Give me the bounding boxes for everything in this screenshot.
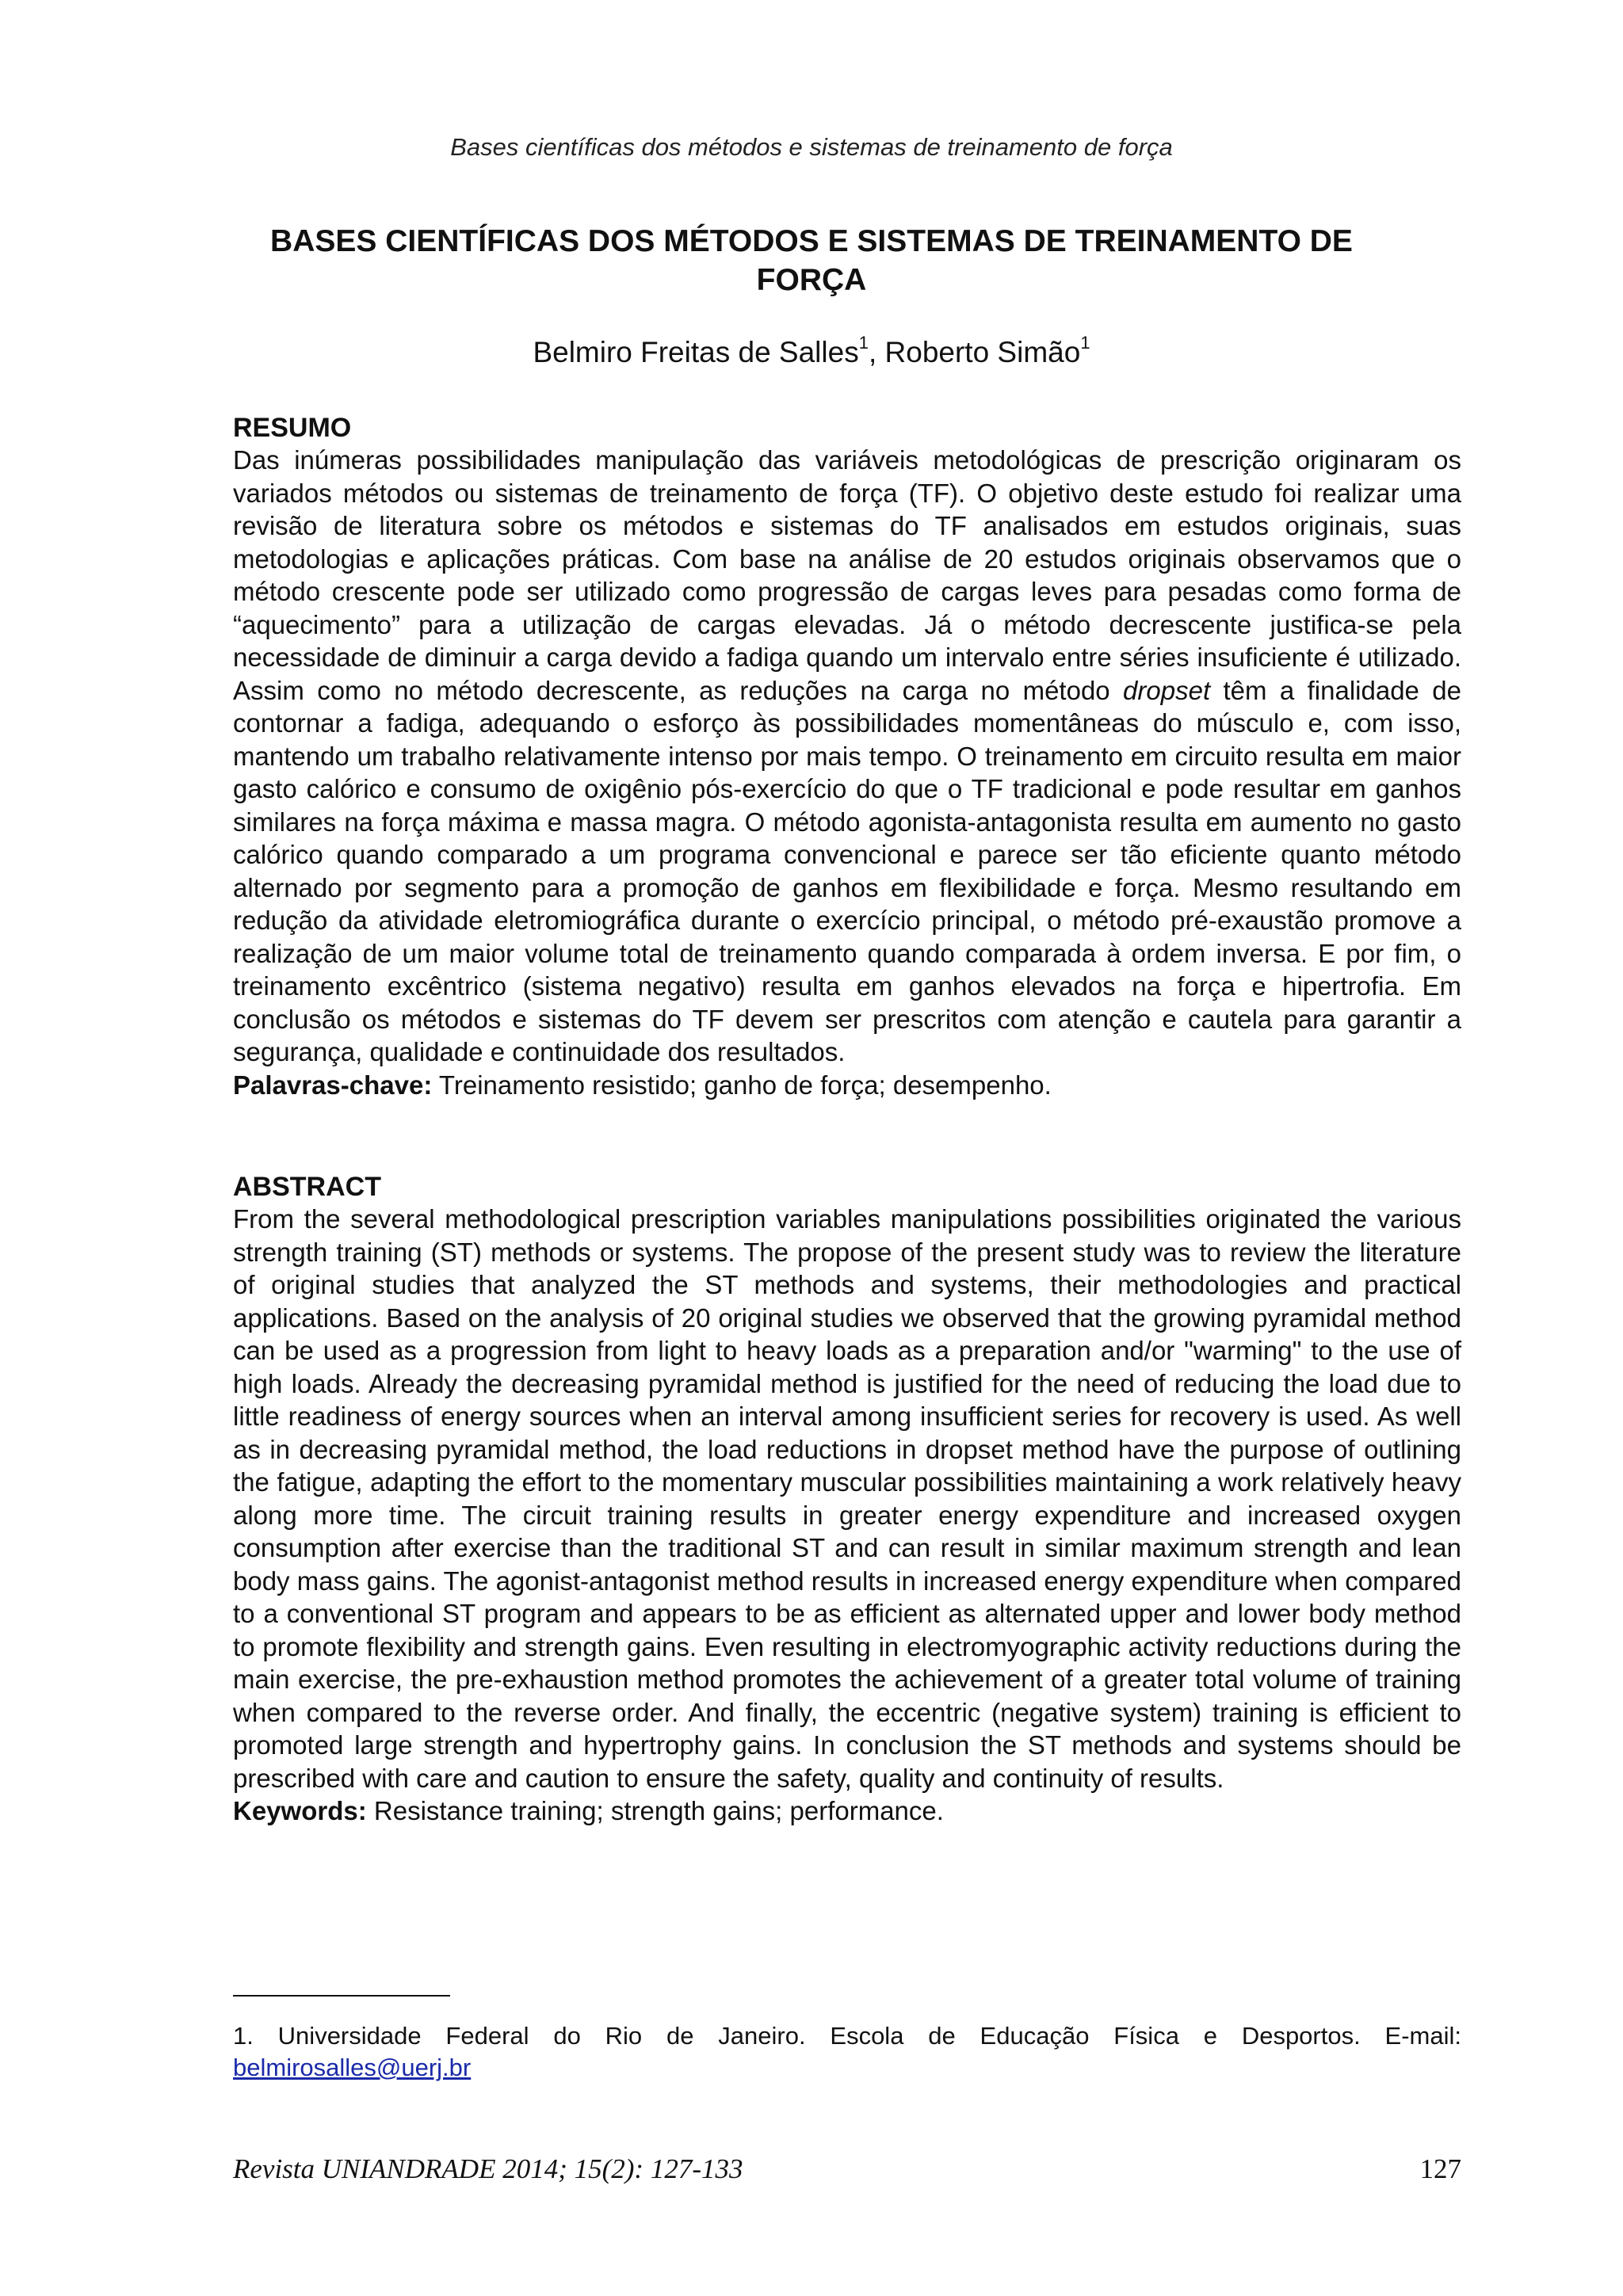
author-list: [0, 333, 1623, 369]
author-affiliation-mark: 1: [858, 333, 869, 353]
author-affiliation-mark: 1: [1080, 333, 1090, 353]
resumo-text-part-2: têm a finalidade de contornar a fadiga, adequando o esforço às possibilidades momentâneas do músculo e, com isso, mantendo um trabalho relativamente intenso por mais tempo. O treinamento em circuito resulta em maior gasto calórico e consumo de oxigênio pós-exercício do que o TF tradicional e pode resultar em ganhos similares na força máxima e massa magra. O método agonista-antagonista resulta em aumento no gasto calórico quando comparado a um programa convencional e parece ser tão eficiente quanto método alternado por segmento para a promoção de ganhos em flexibilidade e força. Mesmo resultando em redução da atividade eletromiográfica durante o exercício principal, o método pré-exaustão promove a realização de um maior volume total de treinamento quando comparada à ordem inversa. E por fim, o treinamento excêntrico (sistema negativo) resulta em ganhos elevados na força e hipertrofia. Em conclusão os métodos e sistemas do TF devem ser prescritos com atenção e cautela para garantir a segurança, qualidade e continuidade dos resultados.: [233, 675, 1461, 1066]
resumo-heading: RESUMO: [233, 413, 352, 443]
abstract-keywords: [233, 1794, 1461, 1828]
resumo-body: [233, 444, 1461, 1069]
journal-citation: Revista UNIANDRADE 2014; 15(2): 127-133: [233, 2153, 743, 2184]
resumo-keywords: [233, 1069, 1461, 1102]
author-name: Roberto Simão: [884, 336, 1081, 368]
author-email-link[interactable]: belmirosalles@uerj.br: [233, 2054, 472, 2081]
resumo-text-part-1: Das inúmeras possibilidades manipulação das variáveis metodológicas de prescrição originaram os variados métodos ou sistemas de treinamento de força (TF). O objetivo deste estudo foi realizar uma revisão de literatura sobre os métodos e sistemas do TF analisados em estudos originais, suas metodologias e aplicações práticas. Com base na análise de 20 estudos originais observamos que o método crescente pode ser utilizado como progressão de cargas leves para pesadas como forma de “aquecimento” para a utilização de cargas elevadas. Já o método decrescente justifica-se pela necessidade de diminuir a carga devido a fadiga quando um intervalo entre séries insuficiente é utilizado. Assim como no método decrescente, as reduções na carga no método: [233, 445, 1461, 705]
abstract-keywords-label: Keywords:: [233, 1796, 367, 1825]
footnote-divider: [233, 1995, 450, 1997]
resumo-dropset-term: dropset: [1123, 675, 1211, 705]
footnote-text: 1. Universidade Federal do Rio de Janeiro. Escola de Educação Física e Desportos. E-mail:: [233, 2022, 1461, 2050]
abstract-heading: ABSTRACT: [233, 1172, 381, 1202]
paper-title: BASES CIENTÍFICAS DOS MÉTODOS E SISTEMAS DE TREINAMENTO DE FORÇA: [270, 224, 1353, 297]
abstract-body: From the several methodological prescription variables manipulations possibilities originated the various strength training (ST) methods or systems. The propose of the present study was to review the literature of original studies that analyzed the ST methods and systems, their methodologies and practical applications. Based on the analysis of 20 original studies we observed that the growing pyramidal method can be used as a progression from light to heavy loads as a preparation and/or "warming" to the use of high loads. Already the decreasing pyramidal method is justified for the need of reducing the load due to little readiness of energy sources when an interval among insufficient series for recovery is used. As well as in decreasing pyramidal method, the load reductions in dropset method have the purpose of outlining the fatigue, adapting the effort to the momentary muscular possibilities maintaining a work relatively heavy along more time. The circuit training results in greater energy expenditure and increased oxygen consumption after exercise than the traditional ST and can result in similar maximum strength and lean body mass gains. The agonist-antagonist method results in increased energy expenditure when compared to a conventional ST program and appears to be as efficient as alternated upper and lower body method to promote flexibility and strength gains. Even resulting in electromyographic activity reductions during the main exercise, the pre-exhaustion method promotes the achievement of a greater total volume of training when compared to the reverse order. And finally, the eccentric (negative system) training is efficient to promoted large strength and hypertrophy gains. In conclusion the ST methods and systems should be prescribed with care and caution to ensure the safety, quality and continuity of results.: [233, 1204, 1461, 1793]
resumo-keywords-text: Treinamento resistido; ganho de força; desempenho.: [432, 1070, 1052, 1100]
affiliation-footnote: [233, 2020, 1461, 2084]
resumo-keywords-label: Palavras-chave:: [233, 1070, 433, 1100]
resumo-section: [233, 412, 1461, 1101]
page-number: 127: [1419, 2153, 1461, 2184]
running-header: Bases científicas dos métodos e sistemas de treinamento de força: [450, 133, 1173, 161]
abstract-keywords-text: Resistance training; strength gains; performance.: [366, 1796, 944, 1825]
author-separator: ,: [868, 336, 885, 368]
abstract-section: [233, 1171, 1461, 1828]
author-name: Belmiro Freitas de Salles: [533, 336, 859, 368]
